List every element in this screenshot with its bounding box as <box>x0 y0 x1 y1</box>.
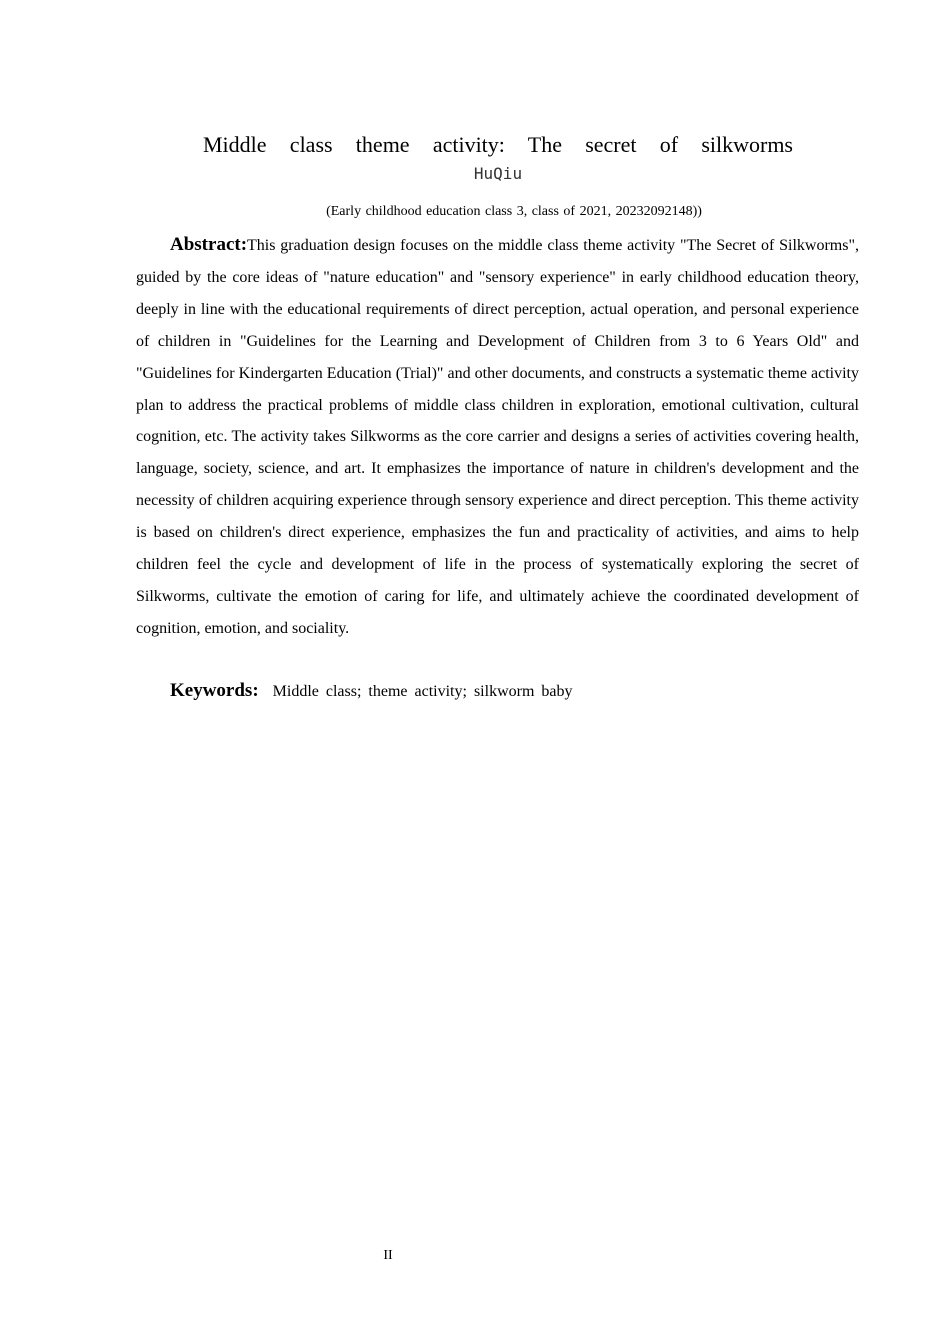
abstract-paragraph <box>136 229 859 645</box>
author-name: HuQiu <box>473 164 523 183</box>
abstract-label: Abstract: <box>170 234 248 255</box>
keywords-line <box>170 676 860 707</box>
author-affiliation: (Early childhood education class 3, class of 2021, 20232092148)) <box>326 204 702 219</box>
keywords-label: Keywords: <box>170 680 259 701</box>
paper-title: Middle class theme activity: The secret of silkworms <box>203 132 793 157</box>
page-number: II <box>383 1248 393 1263</box>
keywords-text: Middle class; theme activity; silkworm baby <box>272 683 573 700</box>
abstract-text: This graduation design focuses on the middle class theme activity "The Secret of Silkworms", guided by the core ideas of "nature education" and "sensory experience" in early childhood education theory, deeply in line with the educational requirements of direct perception, actual operation, and personal experience of children in "Guidelines for the Learning and Development of Children from 3 to 6 Years Old" and "Guidelines for Kindergarten Education (Trial)" and other documents, and constructs a systematic theme activity plan to address the practical problems of middle class children in exploration, emotional cultivation, cultural cognition, etc. The activity takes Silkworms as the core carrier and designs a series of activities covering health, language, society, science, and art. It emphasizes the importance of nature in children's development and the necessity of children acquiring experience through sensory experience and direct perception. This theme activity is based on children's direct experience, emphasizes the fun and practicality of activities, and aims to help children feel the cycle and development of life in the process of systematically exploring the secret of Silkworms, cultivate the emotion of caring for life, and ultimately achieve the coordinated development of cognition, emotion, and sociality. <box>136 237 859 637</box>
